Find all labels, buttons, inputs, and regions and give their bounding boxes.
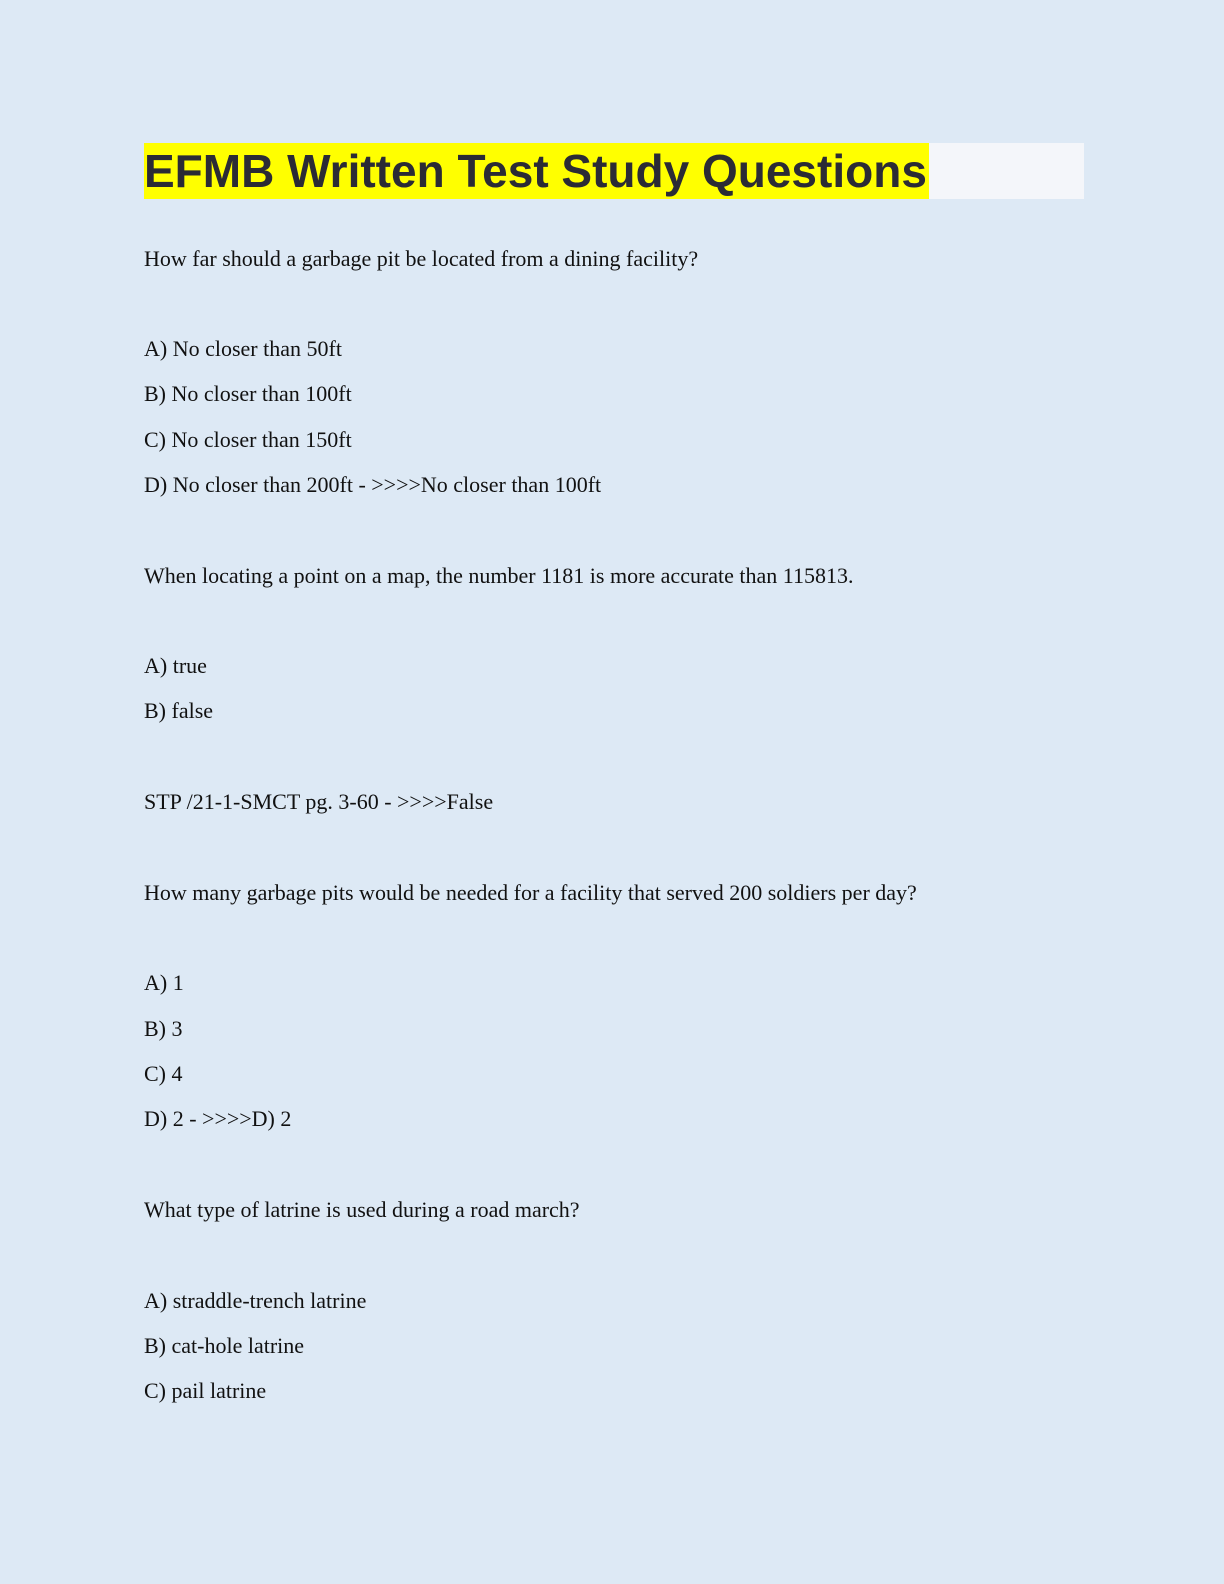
question-2-option-b: B) false — [144, 698, 214, 723]
question-1-option-a: A) No closer than 50ft — [144, 336, 342, 361]
question-3-option-d-answer: D) 2 - >>>>D) 2 — [144, 1106, 292, 1131]
question-1-option-c: C) No closer than 150ft — [144, 427, 352, 452]
question-1-option-d-answer: D) No closer than 200ft - >>>>No closer than 100ft — [144, 472, 602, 497]
question-1-text: How far should a garbage pit be located from a dining facility? — [144, 246, 699, 271]
question-4-text: What type of latrine is used during a road march? — [144, 1197, 580, 1222]
question-4-option-a: A) straddle-trench latrine — [144, 1288, 367, 1313]
question-4-option-c: C) pail latrine — [144, 1378, 267, 1403]
question-2-answer: STP /21-1-SMCT pg. 3-60 - >>>>False — [144, 789, 494, 814]
question-1-option-b: B) No closer than 100ft — [144, 381, 352, 406]
document-title: EFMB Written Test Study Questions — [144, 145, 927, 197]
question-2-text: When locating a point on a map, the number 1181 is more accurate than 115813. — [144, 563, 854, 588]
question-4-option-b: B) cat-hole latrine — [144, 1333, 305, 1358]
question-3-text: How many garbage pits would be needed for a facility that served 200 soldiers per day? — [144, 880, 917, 905]
question-2-option-a: A) true — [144, 653, 207, 678]
question-3-option-a: A) 1 — [144, 970, 184, 995]
question-3-option-b: B) 3 — [144, 1016, 183, 1041]
question-3-option-c: C) 4 — [144, 1061, 183, 1086]
